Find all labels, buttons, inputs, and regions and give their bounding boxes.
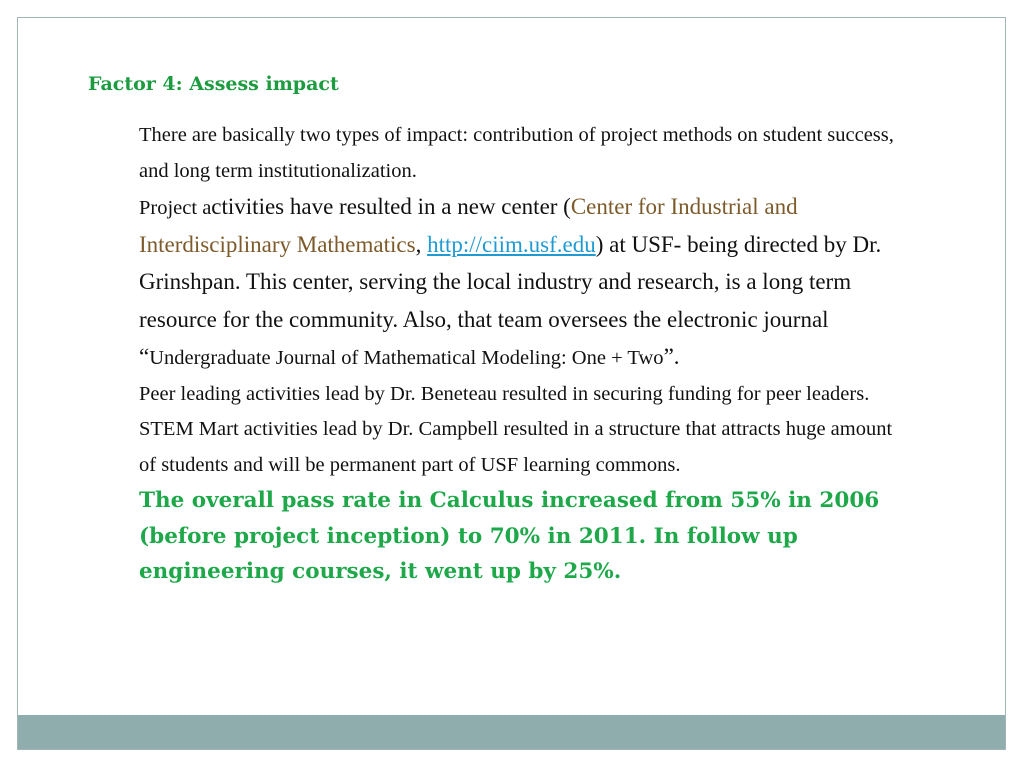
paragraph-impact-types: There are basically two types of impact: contribution of project methods on student success, and long term institutionalization. [139,124,894,182]
slide-body [139,118,899,590]
center-name: Center for Industrial and Interdisciplinary Mathematics [139,194,798,257]
journal-open-quote: “ [139,344,150,369]
paragraph-stem-mart: STEM Mart activities lead by Dr. Campbell resulted in a structure that attracts huge amount of students and will be permanent part of USF learning commons. [139,418,893,476]
journal-close-quote: ”. [663,344,680,369]
center-comma: , [415,231,428,257]
center-lead-small: Project a [139,197,212,219]
footer-bar [18,715,1005,749]
center-lead-large: ctivities have resulted in a new center ( [211,194,571,219]
slide-title: Factor 4: Assess impact [88,73,339,95]
journal-name: Undergraduate Journal of Mathematical Modeling: One + Two [149,347,664,369]
center-url-link[interactable]: http://ciim.usf.edu [427,231,596,257]
pass-rate-highlight: The overall pass rate in Calculus increased from 55% in 2006 (before project inception) to 70% in 2011. In follow up engineering courses, it went up by 25%. [139,488,880,584]
paragraph-peer-leading: Peer leading activities lead by Dr. Beneteau resulted in securing funding for peer leaders. [139,382,870,405]
center-description: ) at USF- being directed by Dr. Grinshpan. This center, serving the local industry and research, is a long term resource for the community. Also, that team oversees the electronic journal [139,231,882,332]
paragraph-center [139,189,899,377]
slide [17,17,1006,750]
